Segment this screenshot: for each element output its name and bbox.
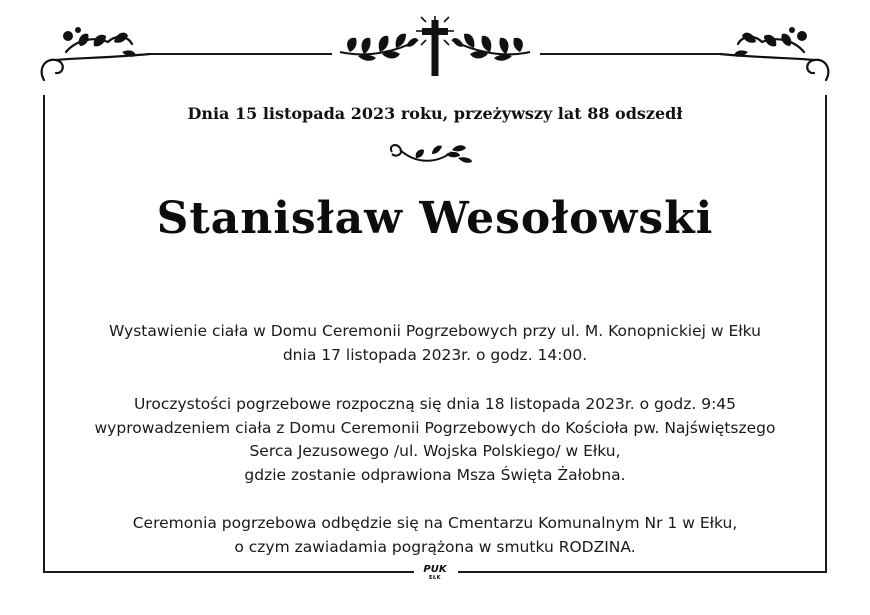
logo-main-text: PUK [423,564,447,575]
intro-text: Dnia 15 listopada 2023 roku, przeżywszy lat 88 odszedł [187,104,683,123]
corner-flourish-icon [36,18,160,88]
puk-logo [419,564,451,584]
frame-bottom-border-right [458,571,827,573]
laurel-branch-icon [336,18,420,64]
text-line: Uroczystości pogrzebowe rozpoczną się dnia 18 listopada 2023r. o godz. 9:45 [133,395,737,413]
text-line: Ceremonia pogrzebowa odbędzie się na Cmentarzu Komunalnym Nr 1 w Ełku, [132,514,738,532]
text-line: o czym zawiadamia pogrążona w smutku RODZINA. [234,537,636,556]
text-line: dnia 17 listopada 2023r. o godz. 14:00. [282,345,588,364]
text-line: Wystawienie ciała w Domu Ceremonii Pogrzebowych przy ul. M. Konopnickiej w Ełku [108,322,761,340]
text-line: Serca Jezusowego /ul. Wojska Polskiego/ w Ełku, [249,442,621,460]
laurel-branch-icon [450,18,534,64]
logo-sub-text: EŁK [428,575,441,581]
text-line: wyprowadzeniem ciała z Domu Ceremonii Pogrzebowych do Kościoła pw. Najświętszego [94,418,776,437]
paragraph-viewing [40,320,830,367]
cross-icon [414,14,456,78]
swirl-leaf-divider-icon [386,142,484,170]
text-line: gdzie zostanie odprawiona Msza Święta Żałobna. [244,465,626,484]
corner-flourish-icon [710,18,834,88]
deceased-name: Stanisław Wesołowski [156,193,714,244]
frame-top-line-right [540,53,720,55]
frame-top-line-left [150,53,332,55]
paragraph-ceremony [40,393,830,487]
frame-bottom-border-left [43,571,414,573]
paragraph-burial [40,512,830,559]
